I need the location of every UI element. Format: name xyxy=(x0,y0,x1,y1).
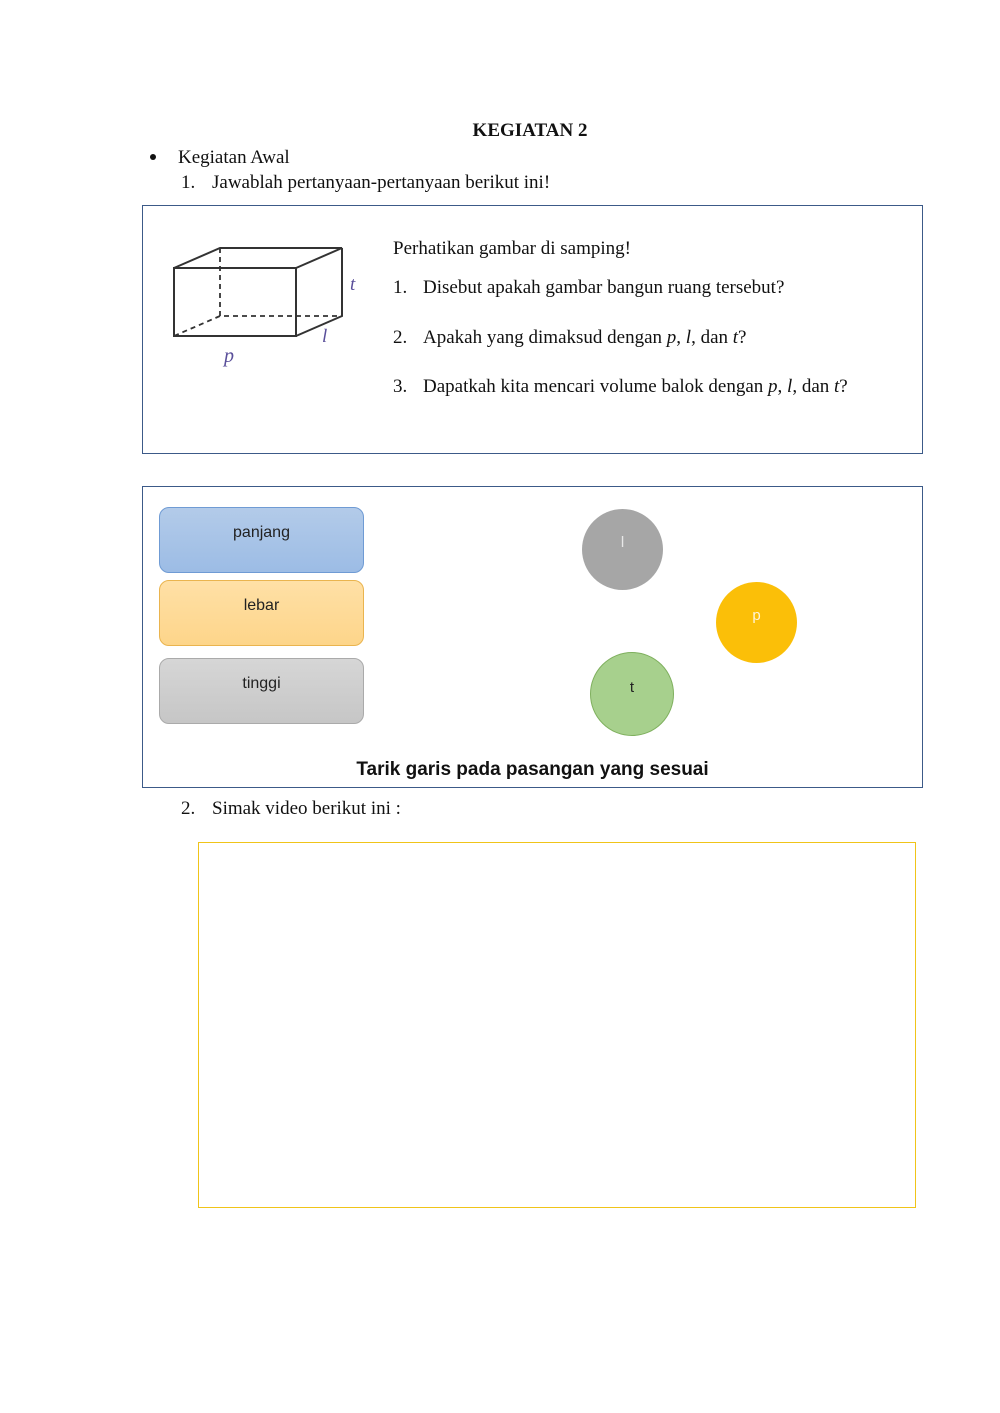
question-2-heading xyxy=(181,798,401,820)
question-item xyxy=(393,278,784,297)
match-card-panjang[interactable]: panjang xyxy=(159,507,364,573)
matching-instruction: Tarik garis pada pasangan yang sesuai xyxy=(356,759,709,780)
question-text: Jawablah pertanyaan-pertanyaan berikut ini! xyxy=(212,172,551,193)
page-title: KEGIATAN 2 xyxy=(472,120,588,141)
cuboid-front-face xyxy=(174,268,296,336)
var-p: p xyxy=(666,327,677,348)
cuboid-hidden-diagonal xyxy=(174,316,220,336)
question-text: Disebut apakah gambar bangun ruang tersebut? xyxy=(423,277,785,298)
question-intro: Perhatikan gambar di samping! xyxy=(393,238,631,259)
question-number: 2. xyxy=(181,798,196,819)
var-l: l xyxy=(787,376,793,397)
var-l: l xyxy=(685,327,692,348)
question-number: 3. xyxy=(393,376,408,397)
match-circle-l[interactable]: l xyxy=(582,509,663,590)
match-circle-p[interactable]: p xyxy=(716,582,797,663)
question-item: 2. Apakah yang dimaksud dengan p, l, dan t? xyxy=(393,327,747,348)
question-text: Simak video berikut ini : xyxy=(212,798,401,819)
var-t: t xyxy=(732,327,739,348)
match-card-lebar[interactable]: lebar xyxy=(159,580,364,646)
question-number: 2. xyxy=(393,327,408,348)
question-text: Dapatkah kita mencari volume balok dengan xyxy=(423,376,769,397)
label-t: t xyxy=(350,274,356,295)
video-embed-area[interactable] xyxy=(198,842,916,1208)
cuboid-hidden-edges xyxy=(220,248,342,316)
section-bullet xyxy=(150,147,290,169)
cuboid-figure xyxy=(160,236,370,376)
var-t: t xyxy=(834,376,840,397)
bullet-label: Kegiatan Awal xyxy=(178,147,290,168)
match-circle-t[interactable]: t xyxy=(590,652,674,736)
bullet-icon xyxy=(150,154,156,160)
question-text: Apakah yang dimaksud dengan xyxy=(423,327,667,348)
question-1-heading xyxy=(181,172,550,194)
label-l: l xyxy=(322,326,328,347)
question-number: 1. xyxy=(181,172,196,193)
label-p: p xyxy=(224,345,234,367)
question-number: 1. xyxy=(393,277,408,298)
question-item: 3. Dapatkah kita mencari volume balok dengan p, l, dan t? xyxy=(393,376,848,397)
cuboid-top-face xyxy=(174,248,342,268)
var-p: p xyxy=(768,376,778,397)
cuboid-right-edges xyxy=(296,248,342,336)
match-card-tinggi[interactable]: tinggi xyxy=(159,658,364,724)
